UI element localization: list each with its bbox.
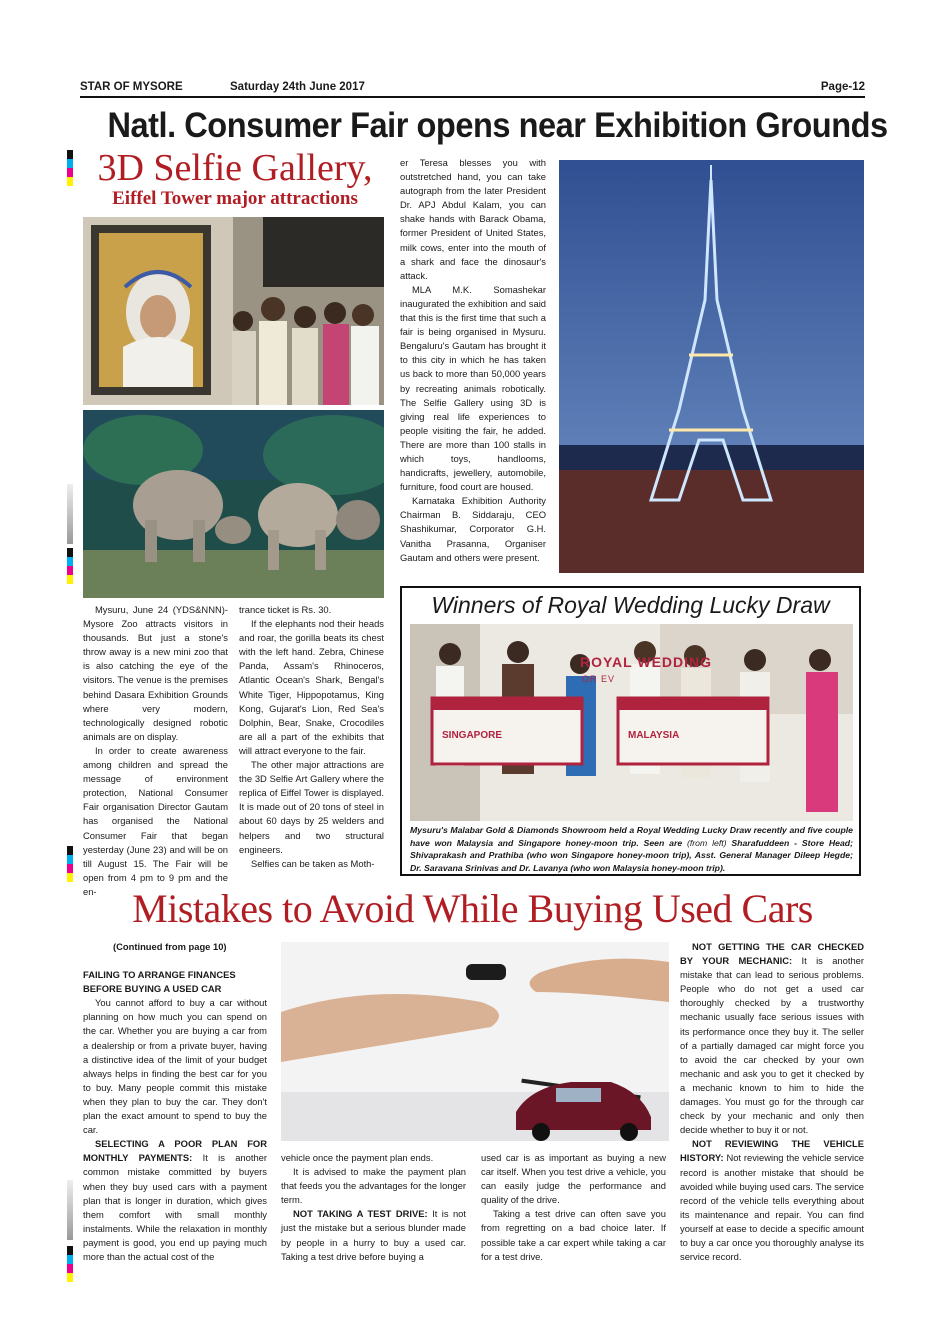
col2-para-1: trance ticket is Rs. 30. [239,604,332,615]
cars-col4-para2-body: Not reviewing the vehicle service record is another mistake that should be avoided while buying used cars. The service record of the vehicle tells everything about its maintenance and repair. You can find yourself at ease to decide a specific amount to buy a car once you thoroughly analyse its service record. [680,1152,864,1263]
wedding-photo [410,624,853,821]
col1-para-1: Mysuru, June 24 (YDS&NNN)-Mysore Zoo attracts visitors in thousands. But just a stone's throw away is a new mini zoo that is also catching the eye of the visitors. The venue is the premises behind Dasara Exhibition Grounds where very modern, technologically designed robotic animals are on display. [83,604,228,742]
col1-para-2: In order to create awareness among children and spread the message of environment protection, National Consumer Fair organisation Director Gautam has organised the National Consumer Fair that began yesterday (June 23) and will be on till August 15. The Fair will be open from 4 pm to 9 pm and the en- [83,744,228,897]
cars-col4-para2-head: NOT REVIEWING THE VEHICLE HISTORY: [680,1138,864,1164]
registration-strip-top [67,150,73,186]
sub1-line2: BEFORE BUYING A USED CAR [83,983,222,995]
wedding-box-title: Winners of Royal Wedding Lucky Draw [431,592,830,618]
photo-elephants [83,410,384,598]
cars-col2-para2: It is advised to make the payment plan that feeds you the advantages for the longer term. [281,1166,466,1206]
teresa-scene-graphic [83,217,384,405]
grey-gradient-strip [67,484,73,544]
cars-column-2 [281,1151,466,1264]
wedding-caption-c: Sharafuddeen - Store Head; Shivaprakash and Prathiba (who won Singapore honey-moon trip), Asst. General Manager Dileep Hegde; Dr. Saravana Srinivas and Dr. Lavanya (who won Malaysia honey-moon trip). [410,837,853,873]
wedding-banner-sub: OR EV [582,674,616,684]
cars-col4-para1-body: It is another mistake that can lead to serious problems. People who do not get a used car thoroughly checked by a trustworthy mechanic usually face serious issues with its performance once they buy it. The seller of a partially damaged car might force you to avoid the car checked by your own mechanic and ask you to get it checked by a mechanic known to him to hide the damages. You must go for the through car check by your mechanic and only then decide whether to buy it or not. [680,955,864,1136]
cheque-malaysia: MALAYSIA [628,730,680,741]
wedding-caption-a: Mysuru's Malabar Gold & Diamonds Showroom held a Royal Wedding Lucky Draw recently and five couple have won Malaysia and Singapore honey-moon trip. Seen are [410,825,853,848]
mid-para-1: er Teresa blesses you with outstretched hand, you can take autograph from the later President Dr. APJ Abdul Kalam, you can shake hands with Barack Obama, former President of United States, milk cows, enter into the mouth of a shark and face the dinosaur's attack. [400,157,546,281]
photo-eiffel-tower [559,160,864,573]
kicker-line2: Eiffel Tower major attractions [112,188,358,209]
continued-note: (Continued from page 10) [113,941,227,952]
page-number: Page-12 [820,81,865,93]
kicker-line1: 3D Selfie Gallery, [97,147,373,189]
car-key-graphic [281,942,669,1141]
masthead [80,80,865,98]
mid-para-3: Karnataka Exhibition Authority Chairman B. Siddaraju, CEO Shashikumar, Corporator G.H. Vanitha Prasanna, Organiser Gautam and others were present. [400,495,546,563]
cars-col2-para3-head: NOT TAKING A TEST DRIVE: [293,1208,428,1220]
cars-col2-para3 [281,1207,466,1263]
cars-headline: Mistakes to Avoid While Buying Used Cars [132,886,813,931]
cars-col1-para1: You cannot afford to buy a car without planning on how much you can spend on the car. Whether you are buying a car from a dealership or from a private buyer, having a distinctive idea of the limit of your budget always helps in finding the best car for you to buy. Many people commit this mistake when they plan to buy the car. They don't plan the exact amount to spend to buy the car. [83,997,267,1136]
eiffel-scene-graphic [559,160,864,573]
paper-name: STAR OF MYSORE [80,81,183,93]
top-story-column-1 [83,603,228,899]
issue-date: Saturday 24th June 2017 [230,81,365,93]
wedding-caption [410,824,853,874]
cars-col3-para1: used car is as important as buying a new car itself. When you test drive a vehicle, you can easily judge the performance and quality of the drive. [481,1152,666,1206]
cars-col4-para1 [680,940,864,1137]
col2-para-2: If the elephants nod their heads and roar, the gorilla beats its chest with the left hand. Zebra, Chinese Panda, Assam's Rhinoceros, Atlantic Ocean's Shark, Bengal's White Tiger, Hippopotamus, King Kong, Gujarat's Lion, Red Sea's Dolphin, Bear, Snake, Crocodiles are all a part of the exhibits that will attract everyone to the fair. [239,618,384,756]
sub1-line1: FAILING TO ARRANGE FINANCES [83,969,236,981]
wedding-caption-b: (from left) [686,837,727,848]
wedding-box [400,586,861,876]
cars-col1-para2-body: It is another common mistake committed by buyers when they buy used cars with a payment plan that is longer in duration, which gives them comfort with small monthly instalments. While the relaxation in monthly payment is good, you end up paying much more than the actual cost of the [83,1152,267,1262]
photo-mother-teresa [83,217,384,405]
photo-car-key-handover [281,942,669,1141]
wedding-banner-text: ROYAL WEDDING [580,654,713,670]
cars-col4-para2 [680,1137,864,1264]
cars-col1-para2-head: SELECTING A POOR PLAN FOR MONTHLY PAYMENTS: [83,1138,267,1164]
grey-gradient-strip-2 [67,1180,73,1240]
top-headline: Natl. Consumer Fair opens near Exhibition Grounds [107,106,888,145]
cars-column-1 [83,940,267,1264]
elephants-scene-graphic [83,410,384,598]
top-story-middle-column [400,156,546,565]
cars-column-4 [680,940,864,1264]
cars-col2-para1: vehicle once the payment plan ends. [281,1152,434,1163]
col2-para-3: The other major attractions are the 3D Selfie Art Gallery where the replica of Eiffel Tower is displayed. It is made out of 20 tons of steel in about 60 days by 25 welders and helpers and two structural engineers. [239,759,384,855]
col2-para-4: Selfies can be taken as Moth- [251,857,375,869]
cars-col1-para2 [83,1137,267,1264]
registration-strip-bottom [67,1246,73,1282]
cars-col4-para1-head: NOT GETTING THE CAR CHECKED BY YOUR MECHANIC: [680,941,864,967]
cars-col2-para3-body: It is not just the mistake but a serious blunder made by people in a hurry to buy a used car. Taking a test drive before buying a [281,1208,466,1262]
mid-para-2: MLA M.K. Somashekar inaugurated the exhibition and said that this is the first time that such a fair is being organised in Mysuru. Bengaluru's Gautam has brought it to this city in which he has taken us back to more than 50,000 years by recreating animals robotically. The Selfie Gallery using 3D is giving real life experiences to people visiting the fair, he added. There are more than 100 stalls in which toys, handlooms, handicrafts, jewellery, automobile, furniture, food court are housed. [400,283,546,493]
cheque-singapore: SINGAPORE [442,730,503,741]
cars-col3-para2: Taking a test drive can often save you from regretting on a bad choice later. If possible take a car expert while taking a car for a test drive. [481,1208,666,1262]
registration-strip-mid [67,548,73,584]
top-story-column-2 [239,603,384,871]
cars-column-3 [481,1151,666,1264]
registration-strip-cars [67,846,73,882]
